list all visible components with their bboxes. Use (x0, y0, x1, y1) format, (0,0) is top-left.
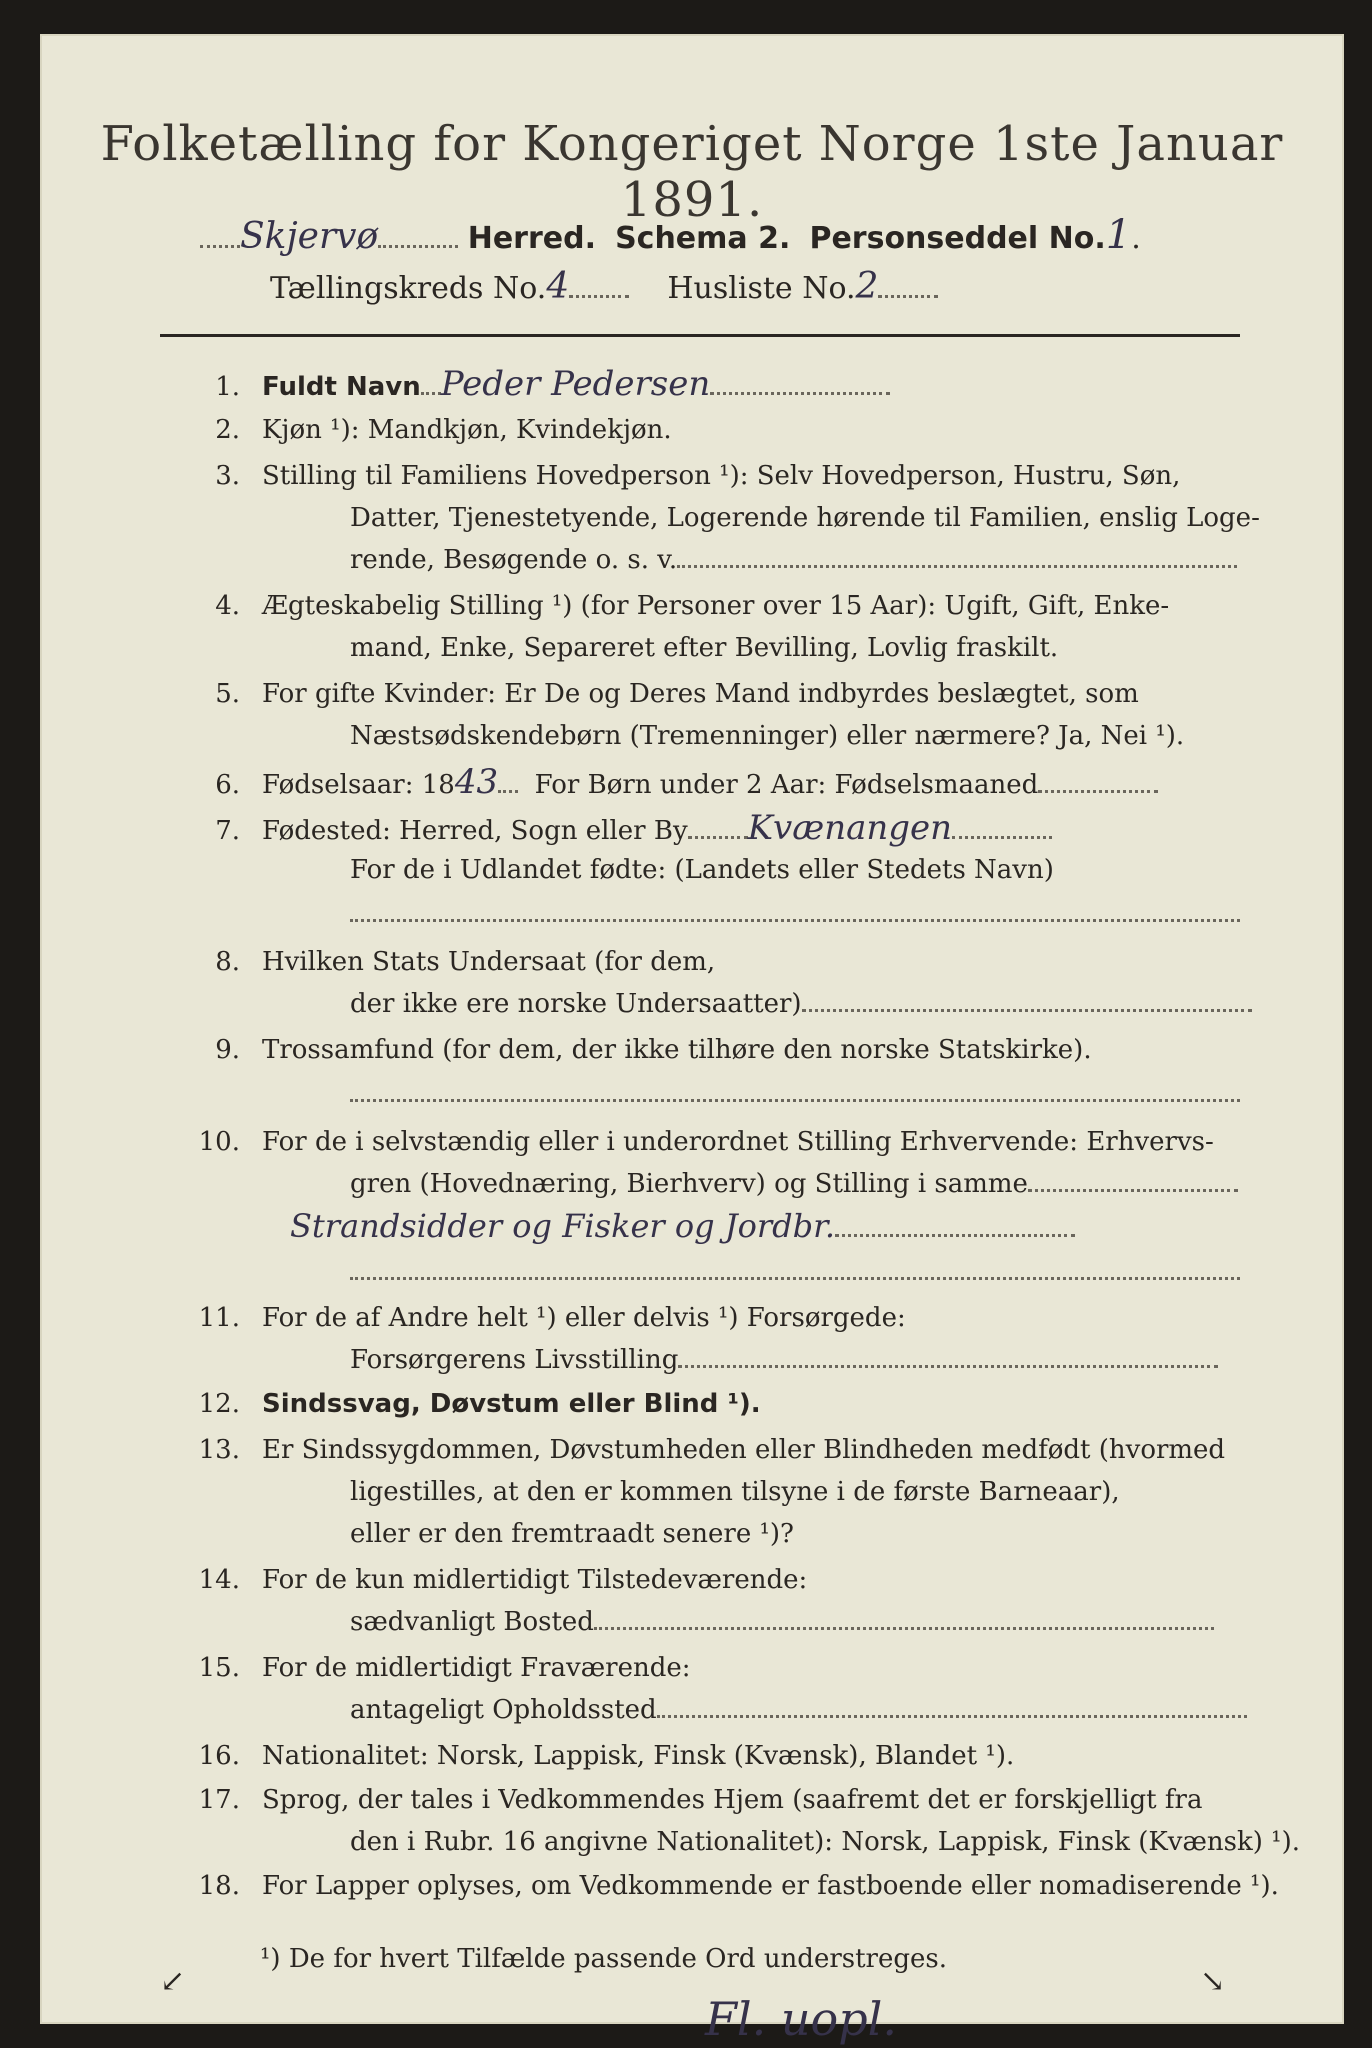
q11-row-b: Forsørgerens Livsstilling (180, 1340, 1372, 1380)
herred-line: Skjervø Herred. Schema 2. Personseddel No.1. (200, 212, 1260, 262)
q4-row-b: mand, Enke, Separeret efter Bevilling, Lovlig fraskilt. (350, 633, 1059, 663)
q6-row: 6. Fødselsaar: 1843 For Børn under 2 Aar: Fødselsmaaned (180, 762, 1250, 805)
q17-row: 17. Sprog, der tales i Vedkommendes Hjem (saafremt det er forskjelligt fra (198, 1785, 1203, 1815)
personseddel-no: 1 (1105, 212, 1132, 258)
q13-row-c: eller er den fremtraadt senere ¹)? (350, 1519, 794, 1549)
q5-row-b: Næstsødskendebørn (Tremenninger) eller nærmere? Ja, Nei ¹). (350, 721, 1185, 751)
q15-row: 15. For de midlertidigt Fraværende: (198, 1653, 691, 1683)
q10-dots (180, 1252, 1372, 1292)
q3-row-c: rende, Besøgende o. s. v. (180, 540, 1372, 580)
q17-row-b: den i Rubr. 16 angivne Nationalitet): Norsk, Lappisk, Finsk (Kvænsk) ¹). (350, 1827, 1301, 1857)
form-title: Folketælling for Kongeriget Norge 1ste Januar 1891. (100, 116, 1284, 228)
q18-row: 18. For Lapper oplyses, om Vedkommende er fastboende eller nomadiserende ¹). (198, 1871, 1279, 1901)
q4-row: 4. Ægteskabelig Stilling ¹) (for Personer over 15 Aar): Ugift, Gift, Enke- (215, 591, 1170, 621)
q7-dots (180, 894, 1372, 934)
q10-row: 10. For de i selvstændig eller i underordnet Stilling Erhvervende: Erhvervs- (198, 1127, 1214, 1157)
name-value: Peder Pedersen (440, 364, 711, 404)
q15-row-b: antageligt Opholdssted (180, 1690, 1372, 1730)
occupation-value: Strandsidder og Fisker og Jordbr. (290, 1207, 836, 1245)
signature: Fl. uopl. (705, 1992, 897, 2046)
kreds-line (270, 266, 1170, 312)
q13-row-b: ligestilles, at den er kommen tilsyne i de første Barneaar), (350, 1477, 1120, 1507)
q11-row: 11. For de af Andre helt ¹) eller delvis ¹) Forsørgede: (198, 1303, 906, 1333)
q5-row: 5. For gifte Kvinder: Er De og Deres Mand indbyrdes beslægtet, som (215, 679, 1139, 709)
q13-row: 13. Er Sindssygdommen, Døvstumheden eller Blindheden medfødt (hvormed (198, 1435, 1226, 1465)
q8-row-b: der ikke ere norske Undersaatter) (180, 984, 1372, 1024)
q16-row: 16. Nationalitet: Norsk, Lappisk, Finsk (Kvænsk), Blandet ¹). (198, 1741, 1015, 1771)
q7-row: 7. Fødested: Herred, Sogn eller By Kvænangen (180, 808, 1250, 851)
husliste-label: Husliste No. (667, 271, 856, 306)
herred-value: Skjervø (240, 216, 379, 257)
q9-dots (180, 1074, 1372, 1114)
q3-row-b: Datter, Tjenestetyende, Logerende hørende til Familien, enslig Loge- (350, 503, 1260, 533)
kreds-no: 4 (546, 266, 570, 307)
birth-year-value: 43 (454, 762, 499, 802)
q12-row: 12. Sindssvag, Døvstum eller Blind ¹). (198, 1389, 761, 1419)
corner-mark-left: ↙ (160, 1964, 186, 1999)
personseddel-label: Personseddel No. (809, 221, 1106, 256)
q14-row: 14. For de kun midlertidigt Tilstedeværende: (198, 1565, 808, 1595)
herred-label: Herred. (467, 221, 596, 256)
schema-label: Schema 2. (615, 221, 791, 256)
q14-row-b: sædvanligt Bosted (180, 1602, 1372, 1642)
q10-row-b: gren (Hovednæring, Bierhverv) og Stilling i samme (180, 1164, 1372, 1204)
corner-mark-right: ↘ (1200, 1964, 1226, 1999)
husliste-no: 2 (855, 266, 879, 307)
q9-row: 9. Trossamfund (for dem, der ikke tilhøre den norske Statskirke). (215, 1035, 1092, 1065)
q2-row: 2. Kjøn ¹): Mandkjøn, Kvindekjøn. (215, 415, 672, 445)
footnote: ¹) De for hvert Tilfælde passende Ord understreges. (260, 1944, 948, 1974)
kreds-label: Tællingskreds No. (270, 271, 547, 306)
q1-row: 1. Fuldt Navn Peder Pedersen (180, 364, 1250, 407)
q7-row-b: For de i Udlandet fødte: (Landets eller Stedets Navn) (350, 855, 1054, 885)
birthplace-value: Kvænangen (747, 808, 953, 848)
q8-row: 8. Hvilken Stats Undersaat (for dem, (215, 947, 716, 977)
q10-value-row (180, 1206, 1360, 1249)
q3-row: 3. Stilling til Familiens Hovedperson ¹): Selv Hovedperson, Hustru, Søn, (215, 461, 1181, 491)
header-rule (160, 334, 1240, 337)
census-form (40, 34, 1344, 2046)
